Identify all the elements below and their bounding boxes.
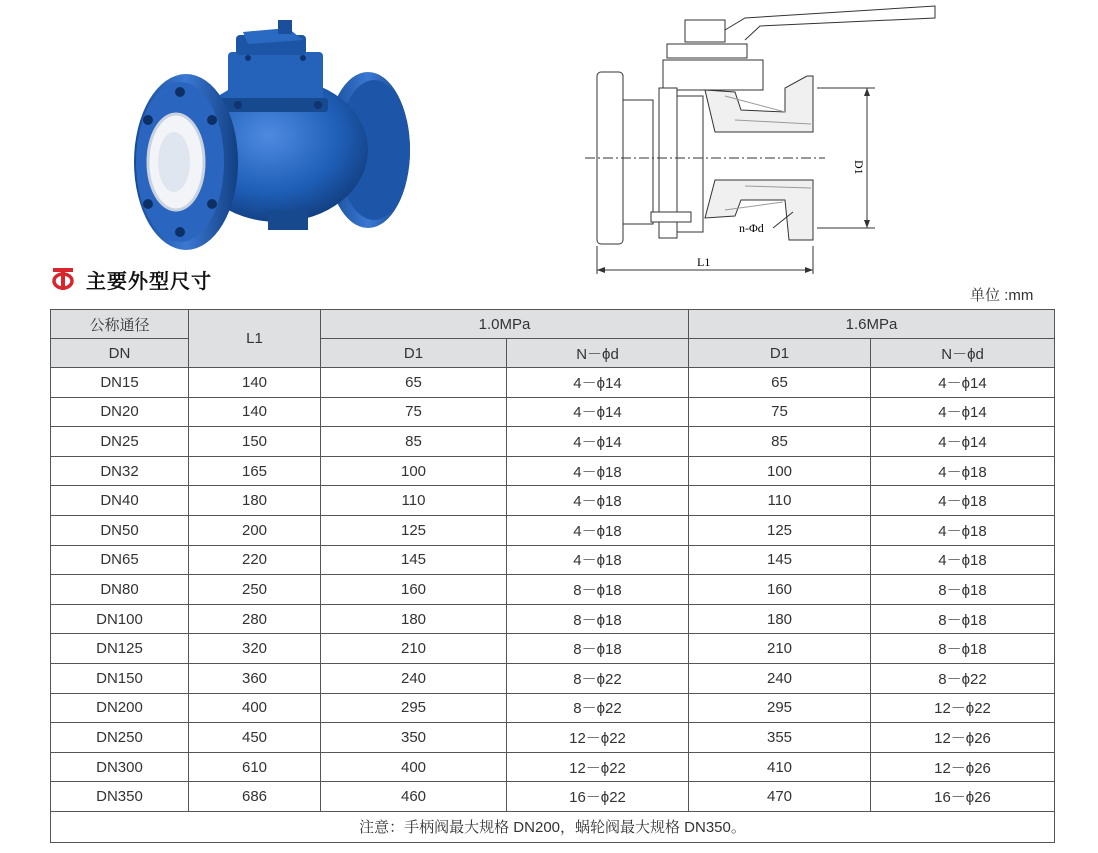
table-row (51, 604, 1055, 634)
cell-d1-1mpa: 125 (321, 515, 507, 545)
cell-dn: DN80 (51, 575, 189, 605)
cell-nd-16mpa: 16－ϕ26 (871, 782, 1055, 812)
cell-l1: 165 (189, 456, 321, 486)
unit-note: 单位 :mm (970, 287, 1034, 304)
cell-nd-1mpa: 8－ϕ18 (507, 575, 689, 605)
cell-l1: 360 (189, 663, 321, 693)
cell-l1: 320 (189, 634, 321, 664)
cell-dn: DN50 (51, 515, 189, 545)
cell-dn: DN300 (51, 752, 189, 782)
cell-l1: 220 (189, 545, 321, 575)
drawing-label-l1: L1 (697, 255, 711, 269)
cell-dn: DN200 (51, 693, 189, 723)
drawing-label-holes: n-Φd (739, 221, 764, 235)
cell-dn: DN32 (51, 456, 189, 486)
cell-d1-1mpa: 85 (321, 427, 507, 457)
cell-nd-16mpa: 12－ϕ26 (871, 723, 1055, 753)
table-body (51, 368, 1055, 812)
cell-d1-1mpa: 400 (321, 752, 507, 782)
cell-dn: DN25 (51, 427, 189, 457)
cell-nd-1mpa: 4－ϕ14 (507, 397, 689, 427)
cell-l1: 180 (189, 486, 321, 516)
table-row (51, 368, 1055, 398)
dimension-table (50, 309, 1055, 843)
cell-d1-16mpa: 410 (689, 752, 871, 782)
cell-l1: 400 (189, 693, 321, 723)
cell-d1-1mpa: 100 (321, 456, 507, 486)
cell-d1-16mpa: 160 (689, 575, 871, 605)
cell-nd-1mpa: 16－ϕ22 (507, 782, 689, 812)
table-row (51, 693, 1055, 723)
cell-l1: 610 (189, 752, 321, 782)
header-dn: DN (51, 339, 189, 368)
table-row (51, 427, 1055, 457)
cell-l1: 150 (189, 427, 321, 457)
cell-d1-1mpa: 210 (321, 634, 507, 664)
phi-logo-icon (50, 266, 76, 292)
table-row (51, 782, 1055, 812)
cell-d1-16mpa: 65 (689, 368, 871, 398)
cell-d1-16mpa: 75 (689, 397, 871, 427)
cell-l1: 280 (189, 604, 321, 634)
cell-nd-1mpa: 4－ϕ18 (507, 486, 689, 516)
cell-l1: 450 (189, 723, 321, 753)
cell-dn: DN65 (51, 545, 189, 575)
table-row (51, 456, 1055, 486)
cell-nd-16mpa: 8－ϕ18 (871, 575, 1055, 605)
cell-d1-1mpa: 240 (321, 663, 507, 693)
table-row (51, 752, 1055, 782)
cell-nd-16mpa: 4－ϕ14 (871, 368, 1055, 398)
cell-l1: 140 (189, 368, 321, 398)
cell-dn: DN100 (51, 604, 189, 634)
cell-d1-16mpa: 145 (689, 545, 871, 575)
cell-dn: DN350 (51, 782, 189, 812)
cell-nd-16mpa: 8－ϕ18 (871, 634, 1055, 664)
cell-d1-16mpa: 180 (689, 604, 871, 634)
cell-nd-16mpa: 8－ϕ18 (871, 604, 1055, 634)
header-l1: L1 (189, 310, 321, 368)
table-row (51, 545, 1055, 575)
cell-d1-1mpa: 460 (321, 782, 507, 812)
cell-d1-1mpa: 160 (321, 575, 507, 605)
cell-d1-1mpa: 350 (321, 723, 507, 753)
cell-nd-1mpa: 8－ϕ22 (507, 663, 689, 693)
header-d1-b: D1 (689, 339, 871, 368)
table-row (51, 634, 1055, 664)
header-pressure-2: 1.6MPa (689, 310, 1055, 339)
cell-d1-16mpa: 470 (689, 782, 871, 812)
cell-d1-16mpa: 125 (689, 515, 871, 545)
cell-dn: DN15 (51, 368, 189, 398)
cell-nd-1mpa: 4－ϕ18 (507, 456, 689, 486)
cell-dn: DN250 (51, 723, 189, 753)
cell-nd-16mpa: 4－ϕ14 (871, 397, 1055, 427)
table-footnote: 注意：手柄阀最大规格 DN200，蜗轮阀最大规格 DN350。 (51, 811, 1055, 842)
table-row (51, 663, 1055, 693)
cell-nd-16mpa: 4－ϕ14 (871, 427, 1055, 457)
cell-l1: 200 (189, 515, 321, 545)
cell-nd-1mpa: 8－ϕ18 (507, 634, 689, 664)
cell-nd-1mpa: 4－ϕ18 (507, 515, 689, 545)
cell-nd-1mpa: 12－ϕ22 (507, 723, 689, 753)
valve-section-drawing (585, 0, 945, 278)
cell-nd-16mpa: 12－ϕ26 (871, 752, 1055, 782)
table-row (51, 575, 1055, 605)
cell-dn: DN125 (51, 634, 189, 664)
cell-nd-1mpa: 4－ϕ14 (507, 368, 689, 398)
header-nd-a: N－ϕd (507, 339, 689, 368)
table-row (51, 397, 1055, 427)
cell-d1-16mpa: 240 (689, 663, 871, 693)
header-nd-b: N－ϕd (871, 339, 1055, 368)
header-pressure-1: 1.0MPa (321, 310, 689, 339)
cell-nd-16mpa: 12－ϕ22 (871, 693, 1055, 723)
cell-nd-1mpa: 8－ϕ22 (507, 693, 689, 723)
header-nominal-diameter: 公称通径 (51, 310, 189, 339)
cell-l1: 140 (189, 397, 321, 427)
header-d1-a: D1 (321, 339, 507, 368)
cell-d1-1mpa: 110 (321, 486, 507, 516)
cell-l1: 686 (189, 782, 321, 812)
cell-d1-1mpa: 145 (321, 545, 507, 575)
cell-dn: DN40 (51, 486, 189, 516)
cell-d1-1mpa: 65 (321, 368, 507, 398)
cell-nd-16mpa: 4－ϕ18 (871, 515, 1055, 545)
table-row (51, 486, 1055, 516)
cell-nd-1mpa: 8－ϕ18 (507, 604, 689, 634)
cell-dn: DN150 (51, 663, 189, 693)
cell-nd-1mpa: 4－ϕ14 (507, 427, 689, 457)
cell-d1-16mpa: 100 (689, 456, 871, 486)
cell-d1-1mpa: 180 (321, 604, 507, 634)
table-row (51, 723, 1055, 753)
drawing-label-d1: D1 (852, 160, 866, 175)
table-row (51, 515, 1055, 545)
cell-dn: DN20 (51, 397, 189, 427)
cell-d1-16mpa: 210 (689, 634, 871, 664)
ball-valve-photo (128, 10, 428, 258)
cell-d1-16mpa: 110 (689, 486, 871, 516)
cell-d1-16mpa: 295 (689, 693, 871, 723)
cell-d1-1mpa: 295 (321, 693, 507, 723)
cell-nd-1mpa: 4－ϕ18 (507, 545, 689, 575)
section-title: 主要外型尺寸 (86, 270, 212, 293)
cell-nd-16mpa: 4－ϕ18 (871, 545, 1055, 575)
cell-l1: 250 (189, 575, 321, 605)
cell-d1-16mpa: 85 (689, 427, 871, 457)
cell-d1-1mpa: 75 (321, 397, 507, 427)
cell-nd-1mpa: 12－ϕ22 (507, 752, 689, 782)
cell-nd-16mpa: 8－ϕ22 (871, 663, 1055, 693)
cell-nd-16mpa: 4－ϕ18 (871, 486, 1055, 516)
section-heading (50, 264, 212, 294)
cell-nd-16mpa: 4－ϕ18 (871, 456, 1055, 486)
cell-d1-16mpa: 355 (689, 723, 871, 753)
